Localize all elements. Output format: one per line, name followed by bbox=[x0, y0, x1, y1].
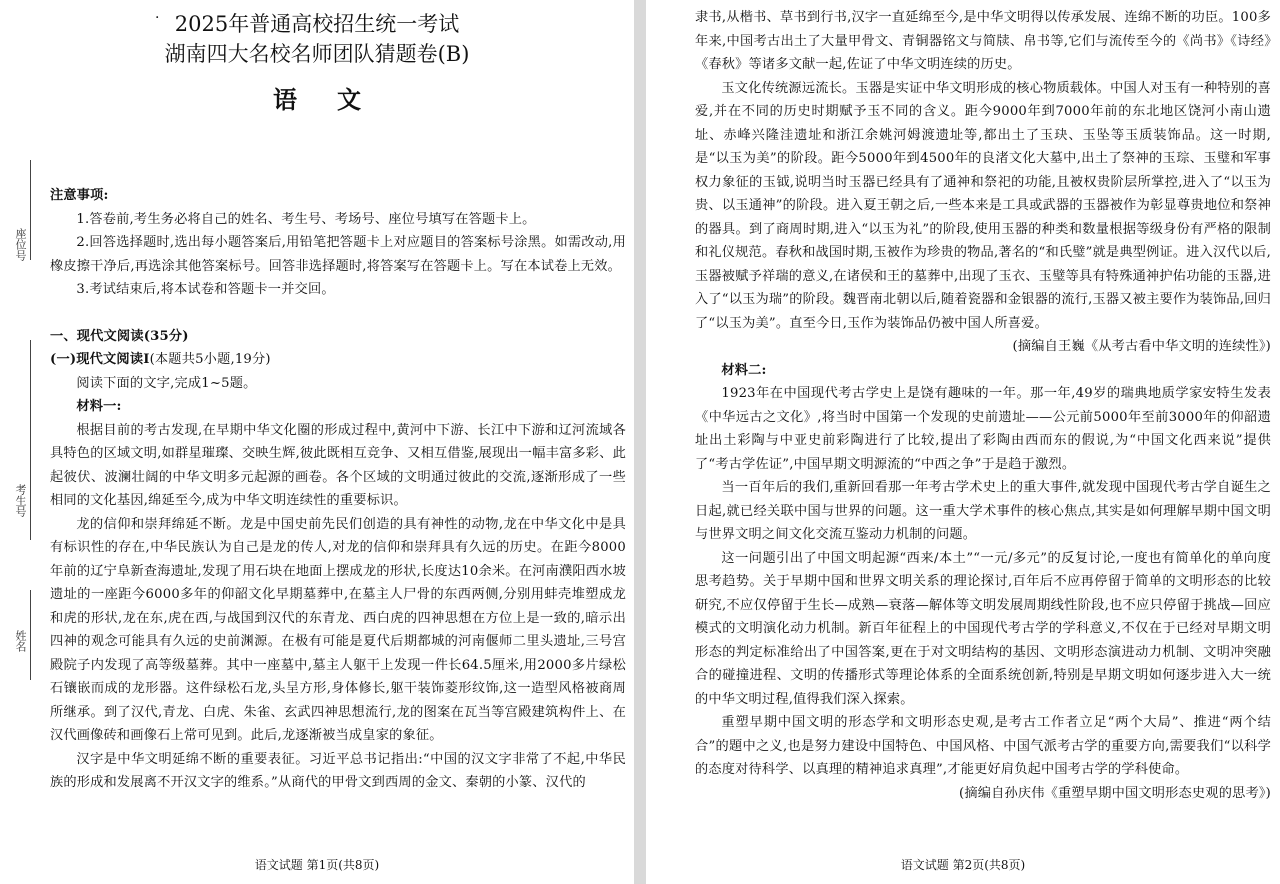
paragraph: 当一百年后的我们,重新回看那一年考古学术史上的重大事件,就发现中国现代考古学自诞生之日起,就已经关联中国与世界的问题。这一重大学术事件的核心焦点,其实是如何理解早期中国文明与世界文明之间文化交流互鉴动力机制的问题。 bbox=[695, 480, 1271, 542]
binding-line-name bbox=[30, 590, 31, 680]
paragraph: 龙的信仰和崇拜绵延不断。龙是中国史前先民们创造的具有神性的动物,龙在中华文化中是具有标识性的存在,中华民族认为自己是龙的传人,对龙的信仰和崇拜具有久远的历史。在距今8000年前的辽宁阜新查海遗址,发现了用石块在地面上摆成龙的形状,长度达10余米。在河南濮阳西水坡遗址的一座距今6000多年的仰韶文化早期墓葬中,在墓主人尸骨的东西两侧,分别用蚌壳堆塑成龙和虎的形状,龙在东,虎在西,与战国到汉代的东青龙、西白虎的四神思想在方位上是一致的,暗示出四神的观念可能具有久远的史前渊源。在极有可能是夏代后期都城的河南偃师二里头遗址,三号宫殿院子内发现了高等级墓葬。其中一座墓中,墓主人躯干上发现一件长64.5厘米,用2000多片绿松石镶嵌而成的龙形器。这件绿松石龙,头呈方形,身体修长,躯干装饰菱形纹饰,这一造型风格被商周所继承。到了汉代,青龙、白虎、朱雀、玄武四神思想流行,龙的图案在瓦当等宫殿建筑构件上、在汉代画像砖和画像石上常可见到。此后,龙逐渐被当成皇家的象征。 bbox=[50, 516, 626, 743]
page1-text-column bbox=[50, 184, 626, 795]
binding-line-exam-no bbox=[30, 340, 31, 540]
binding-line-seat bbox=[30, 160, 31, 260]
subsection-title: (一)现代文阅读Ⅰ bbox=[50, 352, 150, 367]
paragraph: 隶书,从楷书、草书到行书,汉字一直延绵至今,是中华文明得以传承发展、连绵不断的功臣。100多年来,中国考古出土了大量甲骨文、青铜器铭文与简牍、帛书等,它们与流传至今的《尚书》《诗经》《春秋》等诸多文献一起,佐证了中华文明连续的历史。 bbox=[695, 10, 1271, 72]
binding-label-name: 姓名 bbox=[14, 630, 27, 652]
source-citation: (摘编自王巍《从考古看中华文明的连续性》) bbox=[1012, 339, 1271, 354]
page-1 bbox=[0, 0, 634, 884]
notice-item: 3.考试结束后,将本试卷和答题卡一并交回。 bbox=[76, 282, 335, 297]
material-2-title: 材料二: bbox=[721, 362, 767, 378]
paragraph: 重塑早期中国文明的形态学和文明形态史观,是考古工作者立足“两个大局”、推进“两个结合”的題中之义,也是努力建设中国特色、中国风格、中国气派考古学的重要方向,需要我们“以科学的态度对待科学、以真理的精神追求真理”,才能更好肩负起中国考古学的学科使命。 bbox=[695, 715, 1271, 777]
paragraph: 1923年在中国现代考古学史上是饶有趣味的一年。那一年,49岁的瑞典地质学家安特生发表《中华远古之文化》,将当时中国第一个发现的史前遗址——公元前5000年至前3000年的仰韶遗址出土彩陶与中亚史前彩陶进行了比较,提出了彩陶由西而东的假说,为“中国文化西来说”提供了“考古学佐证”,中国早期文明源流的“中西之争”于是趋于激烈。 bbox=[695, 386, 1271, 472]
margin-dot: · bbox=[155, 10, 160, 26]
binding-label-exam-no: 考生号 bbox=[14, 484, 27, 517]
subsection-note: (本题共5小题,19分) bbox=[149, 352, 271, 367]
exam-title: 2025年普通高校招生统一考试 bbox=[174, 12, 460, 36]
subject-title: 语文 bbox=[273, 85, 401, 114]
material-1-title: 材料一: bbox=[76, 399, 122, 414]
subsection-heading bbox=[50, 348, 626, 372]
binding-label-seat: 座位号 bbox=[14, 228, 27, 261]
section-title: 一、现代文阅读(35分) bbox=[50, 328, 189, 344]
page-footer: 语文试题 第1页(共8页) bbox=[254, 858, 380, 872]
page2-text-column bbox=[695, 6, 1271, 805]
source-citation: (摘编自孙庆伟《重塑早期中国文明形态史观的思考》) bbox=[958, 785, 1271, 801]
page-footer: 语文试题 第2页(共8页) bbox=[900, 858, 1026, 872]
notice-title: 注意事项: bbox=[50, 188, 109, 203]
instruction: 阅读下面的文字,完成1~5题。 bbox=[76, 375, 257, 391]
paragraph: 这一问题引出了中国文明起源“西来/本土”“一元/多元”的反复讨论,一度也有简单化的单向度思考趋势。关于早期中国和世界文明关系的理论探讨,百年后不应再停留于简单的文明形态的比较研究,不应仅停留于生长—成熟—衰落—解体等文明发展周期线性阶段,也不应只停留于挑战—回应模式的文明演化动力机制。新百年征程上的中国现代考古学的学科意义,不仅在于已经对早期文明形态的判定标准给出了中国答案,更在于对文明结构的基因、文明形态演进动力机制、文明冲突融合的碰撞进程、文明的传播形式等理论体系的全面系统创新,特别是早期文明如何逐步进入大一统的中华文明过程,值得我们深入探索。 bbox=[695, 550, 1271, 707]
notice-item: 1.答卷前,考生务必将自己的姓名、考生号、考场号、座位号填写在答题卡上。 bbox=[76, 211, 536, 227]
notice-item: 2.回答选择题时,选出每小题答案后,用铅笔把答题卡上对应题目的答案标号涂黑。如需改动,用橡皮擦干净后,再选涂其他答案标号。回答非选择题时,将答案写在答题卡上。写在本试卷上无效。 bbox=[50, 235, 626, 274]
paragraph: 汉字是中华文明延绵不断的重要表征。习近平总书记指出:“中国的汉文字非常了不起,中华民族的形成和发展离不开汉文字的维系。”从商代的甲骨文到西周的金文、秦朝的小篆、汉代的 bbox=[50, 751, 626, 790]
paragraph: 玉文化传统源远流长。玉器是实证中华文明形成的核心物质载体。中国人对玉有一种特别的喜爱,并在不同的历史时期赋予玉不同的含义。距今9000年到7000年前的东北地区饶河小南山遗址、赤峰兴隆洼遗址和浙江余姚河姆渡遗址等,都出土了玉玦、玉坠等玉质装饰品。这一时期,是“以玉为美”的阶段。距今5000年到4500年的良渚文化大墓中,出土了祭神的玉琮、玉璧和军事权力象征的玉钺,说明当时玉器已经具有了通神和祭祀的功能,且被权贵阶层所掌控,进入了“以玉为贵、以玉通神”的阶段。进入夏王朝之后,一些本来是工具或武器的玉器被作为彰显尊贵地位和祭神的器具。到了商周时期,进入“以玉为礼”的阶段,使用玉器的种类和数量根据等级身份有严格的限制和礼仪规范。春秋和战国时期,玉被作为珍贵的物品,著名的“和氏璧”就是典型例证。进入汉代以后,玉器被赋予祥瑞的意义,在诸侯和王的墓葬中,出现了玉衣、玉璧等具有特殊通神护佑功能的玉器,进入了“以玉为瑞”的阶段。魏晋南北朝以后,随着瓷器和金银器的流行,玉器又被主要作为装饰品,回归了“以玉为美”。直至今日,玉作为装饰品仍被中国人所喜爱。 bbox=[695, 80, 1271, 331]
exam-subtitle: 湖南四大名校名师团队猜题卷(B) bbox=[164, 42, 470, 66]
paragraph: 根据目前的考古发现,在早期中华文化圈的形成过程中,黄河中下游、长江中下游和辽河流域各具特色的区域文明,如群星璀璨、交映生辉,彼此既相互竞争、又相互借鉴,展现出一幅丰富多彩、此起彼伏、波澜壮阔的中华文明多元起源的画卷。各个区域的文明通过彼此的交流,逐渐形成了一些相同的文化基因,绵延至今,成为中华文明连续性的重要标识。 bbox=[50, 422, 626, 508]
